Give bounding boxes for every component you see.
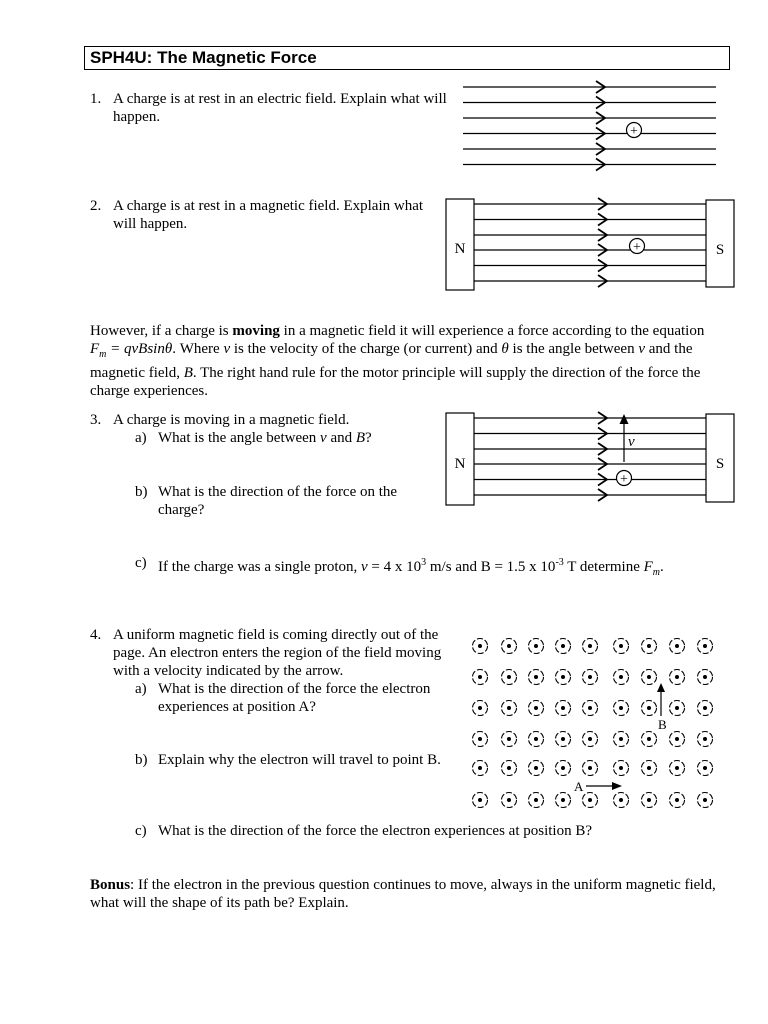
point-b-label: B (658, 717, 667, 732)
field-out-of-page-dot (561, 644, 565, 648)
field-out-of-page-dot (703, 766, 707, 770)
north-label: N (454, 241, 466, 257)
q4c-label: c) (135, 823, 147, 839)
south-label: S (715, 456, 725, 472)
field-out-of-page-dot (675, 766, 679, 770)
field-out-of-page-dot (675, 798, 679, 802)
field-out-of-page-dot (534, 675, 538, 679)
field-out-of-page-dot (561, 706, 565, 710)
field-out-of-page-dot (561, 675, 565, 679)
field-out-of-page-dot (588, 644, 592, 648)
force-equation: = qvBsinθ (106, 341, 173, 357)
field-out-of-page-dot (647, 675, 651, 679)
field-out-of-page-dot (703, 675, 707, 679)
south-label: S (715, 242, 725, 258)
field-out-of-page-dot (619, 798, 623, 802)
q3a-label: a) (135, 430, 147, 446)
field-out-of-page-dot (507, 644, 511, 648)
plus-sign: + (633, 240, 641, 255)
field-out-of-page-dot (703, 798, 707, 802)
q4-text: A uniform magnetic field is coming directly out of the page. An electron enters the region of the field moving with a velocity indicated by the arrow. (113, 627, 442, 679)
field-out-of-page-dot (703, 706, 707, 710)
emphasis-moving: moving (232, 323, 280, 339)
field-out-of-page-dot (647, 706, 651, 710)
field-out-of-page-dot (507, 737, 511, 741)
north-label: N (454, 456, 466, 472)
point-a-label: A (574, 779, 584, 794)
field-out-of-page-dot (588, 706, 592, 710)
field-out-of-page-dot (619, 737, 623, 741)
plus-sign: + (630, 124, 638, 139)
plus-sign: + (620, 472, 628, 487)
field-out-of-page-dot (619, 644, 623, 648)
field-out-of-page-dot (507, 675, 511, 679)
bonus-label: Bonus (90, 877, 131, 893)
q3-text: A charge is moving in a magnetic field. (113, 412, 350, 428)
field-out-of-page-dot (507, 706, 511, 710)
page-title: SPH4U: The Magnetic Force (84, 46, 730, 70)
field-out-of-page-dot (619, 706, 623, 710)
field-out-of-page-dot (588, 675, 592, 679)
point-b-arrow-head (657, 683, 665, 692)
intro-paragraph: However, if a charge is moving in a magnetic field it will experience a force according to the equation $F_m = qvBsin\theta$. Where v is the velocity of the charge (or current) and θ is the angle between v and the magnetic field, B. The right hand rule for the motor principle will supply the direction of the force the charge experiences. (90, 323, 705, 399)
q3c-label: c) (135, 555, 147, 571)
field-dot-grid (473, 639, 713, 808)
field-out-of-page-dot (478, 706, 482, 710)
field-out-of-page-dot (478, 675, 482, 679)
field-out-of-page-dot (478, 737, 482, 741)
q4b-label: b) (135, 752, 148, 768)
field-out-of-page-dot (478, 644, 482, 648)
field-out-of-page-dot (534, 644, 538, 648)
q3-number: 3. (90, 412, 102, 428)
field-out-of-page-dot (647, 766, 651, 770)
q1-number: 1. (90, 91, 102, 107)
field-out-of-page-dot (534, 798, 538, 802)
field-out-of-page-dot (507, 798, 511, 802)
field-out-of-page-dot (703, 737, 707, 741)
velocity-label: v (628, 434, 635, 450)
field-out-of-page-dot (561, 798, 565, 802)
field-out-of-page-dot (619, 766, 623, 770)
q4-number: 4. (90, 627, 102, 643)
field-out-of-page-dot (588, 798, 592, 802)
field-out-of-page-dot (534, 706, 538, 710)
q4a-text: What is the direction of the force the electron experiences at position A? (158, 681, 431, 715)
force-symbol: F (90, 341, 100, 357)
q4b-text: Explain why the electron will travel to point B. (158, 752, 441, 768)
q3b-label: b) (135, 484, 148, 500)
field-out-of-page-dot (534, 766, 538, 770)
q3a-text: What is the angle between v and B? (158, 430, 372, 446)
bonus-question: Bonus: If the electron in the previous question continues to move, always in the uniform magnetic field, what will the shape of its path be? Explain. (90, 877, 716, 911)
field-out-of-page-dot (478, 766, 482, 770)
q4c-text: What is the direction of the force the electron experiences at position B? (158, 823, 592, 839)
field-out-of-page-dot (478, 798, 482, 802)
q2-number: 2. (90, 198, 102, 214)
field-out-of-page-dot (675, 737, 679, 741)
field-out-of-page-dot (588, 766, 592, 770)
field-out-of-page-dot (588, 737, 592, 741)
field-out-of-page-dot (675, 675, 679, 679)
field-out-of-page-dot (647, 644, 651, 648)
q4a-label: a) (135, 681, 147, 697)
field-out-of-page-dot (675, 644, 679, 648)
field-out-of-page-dot (675, 706, 679, 710)
field-out-of-page-dot (507, 766, 511, 770)
field-out-of-page-dot (561, 766, 565, 770)
point-a-arrow-head (612, 782, 622, 790)
field-out-of-page-dot (703, 644, 707, 648)
field-out-of-page-dot (619, 675, 623, 679)
q1-text: A charge is at rest in an electric field. Explain what will happen. (113, 91, 447, 125)
field-out-of-page-dot (561, 737, 565, 741)
q3c-text: If the charge was a single proton, v = 4 x $10^3$ m/s and B = 1.5 x $10^{-3}$ T determine $F_m$. (158, 557, 664, 578)
field-out-of-page-dot (647, 798, 651, 802)
q2-text: A charge is at rest in a magnetic field. Explain what will happen. (113, 198, 424, 232)
q3b-text: What is the direction of the force on the charge? (158, 484, 398, 518)
field-out-of-page-dot (534, 737, 538, 741)
field-out-of-page-dot (647, 737, 651, 741)
